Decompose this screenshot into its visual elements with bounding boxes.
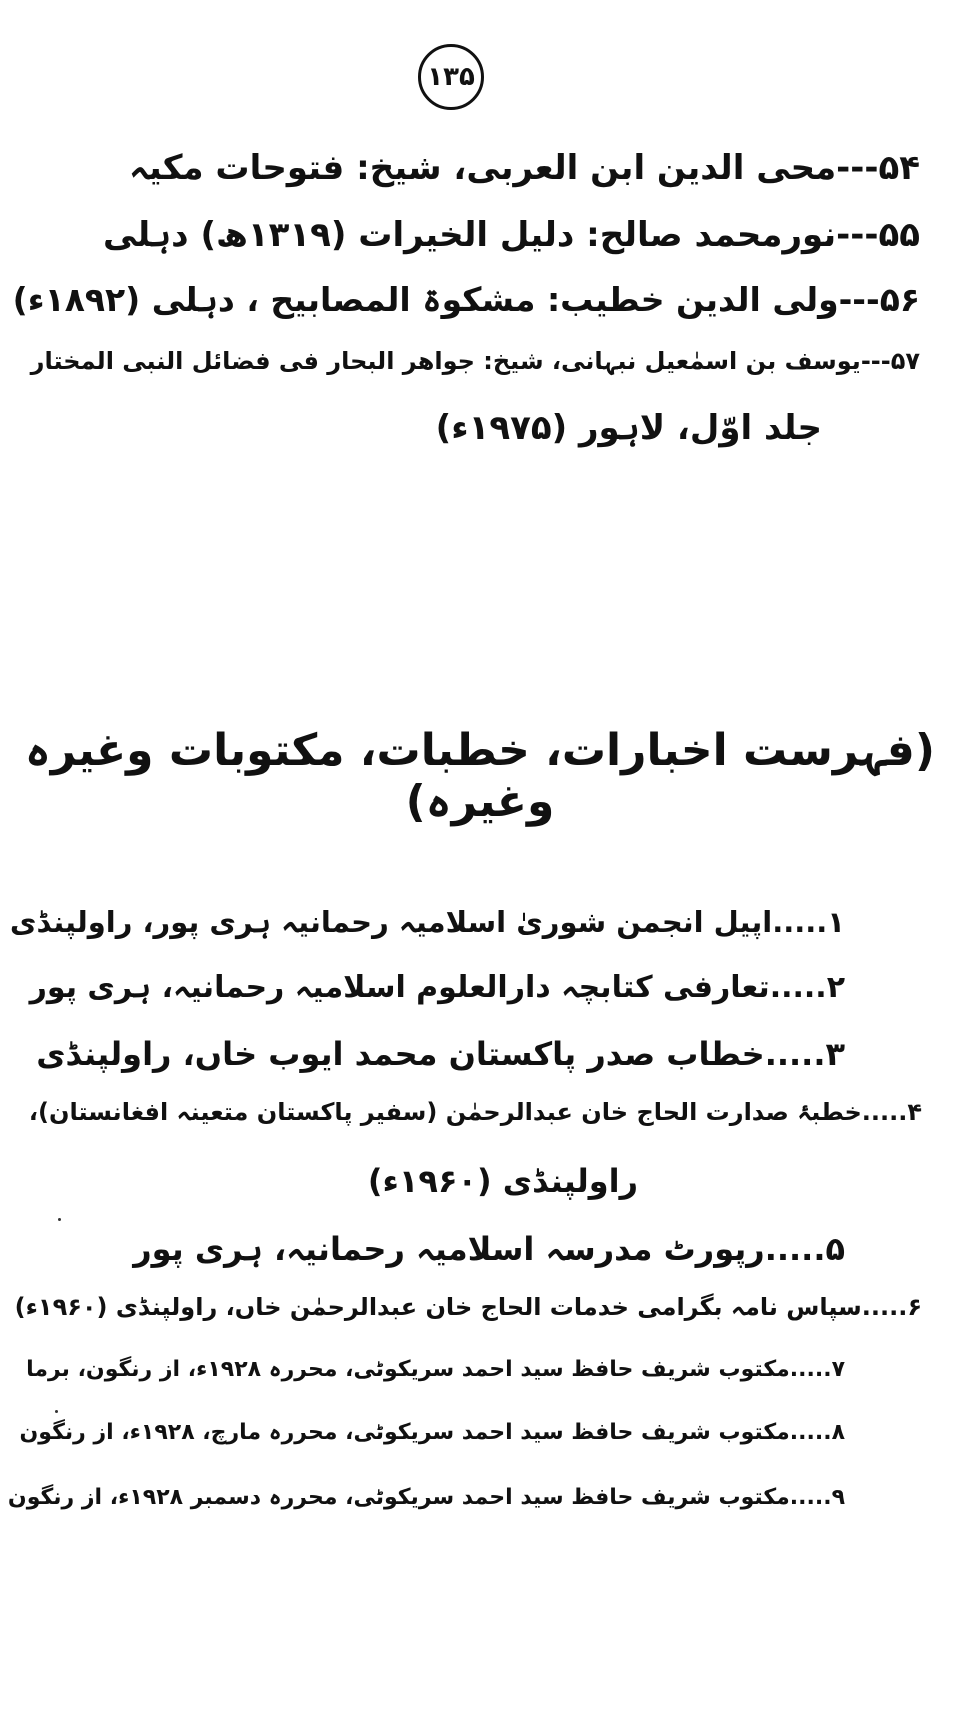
scan-speck	[58, 1218, 61, 1221]
section-heading: (فہرست اخبارات، خطبات، مکتوبات وغیرہ وغیرہ)	[25, 725, 935, 827]
list-item: ۷.....مکتوب شریف حافظ سید احمد سریکوٹی، محررہ ۱۹۲۸ء، از رنگون، برما	[26, 1357, 845, 1382]
list-item: ۹.....مکتوب شریف حافظ سید احمد سریکوٹی، محررہ دسمبر ۱۹۲۸ء، از رنگون	[7, 1485, 845, 1510]
reference-entry: ۵۶---ولی الدین خطیب: مشکوۃ المصابیح ، دہلی (۱۸۹۲ء)	[12, 280, 920, 319]
reference-entry: ۵۴---محی الدین ابن العربی، شیخ: فتوحات مکیہ	[128, 148, 920, 188]
page-number: ۱۳۵	[427, 62, 475, 92]
list-item: ۱.....اپیل انجمن شوریٰ اسلامیہ رحمانیہ ہری پور، راولپنڈی	[9, 905, 845, 939]
reference-entry: ۵۵---نورمحمد صالح: دلیل الخیرات (۱۳۱۹ھ) دہلی	[102, 215, 920, 255]
list-item: ۲.....تعارفی کتابچہ دارالعلوم اسلامیہ رحمانیہ، ہری پور	[29, 970, 845, 1005]
scan-speck	[55, 1410, 58, 1413]
reference-continuation: جلد اوّل، لاہور (۱۹۷۵ء)	[435, 408, 822, 448]
list-item: ۸.....مکتوب شریف حافظ سید احمد سریکوٹی، محررہ مارچ، ۱۹۲۸ء، از رنگون	[19, 1420, 845, 1445]
list-item: ۳.....خطاب صدر پاکستان محمد ایوب خاں، راولپنڈی	[36, 1035, 845, 1073]
list-item-continuation: راولپنڈی (۱۹۶۰ء)	[367, 1162, 638, 1200]
page-number-badge	[418, 44, 484, 110]
reference-entry: ۵۷---یوسف بن اسمٰعیل نبہانی، شیخ: جواھر البحار فی فضائل النبی المختار	[30, 347, 920, 375]
list-item: ۶.....سپاس نامہ بگرامی خدمات الحاج خان عبدالرحمٰن خاں، راولپنڈی (۱۹۶۰ء)	[14, 1293, 922, 1321]
list-item: ۵.....رپورٹ مدرسہ اسلامیہ رحمانیہ، ہری پور	[133, 1230, 845, 1268]
list-item: ۴.....خطبۂ صدارت الحاج خان عبدالرحمٰن (سفیر پاکستان متعینہ افغانستان)،	[28, 1098, 922, 1126]
